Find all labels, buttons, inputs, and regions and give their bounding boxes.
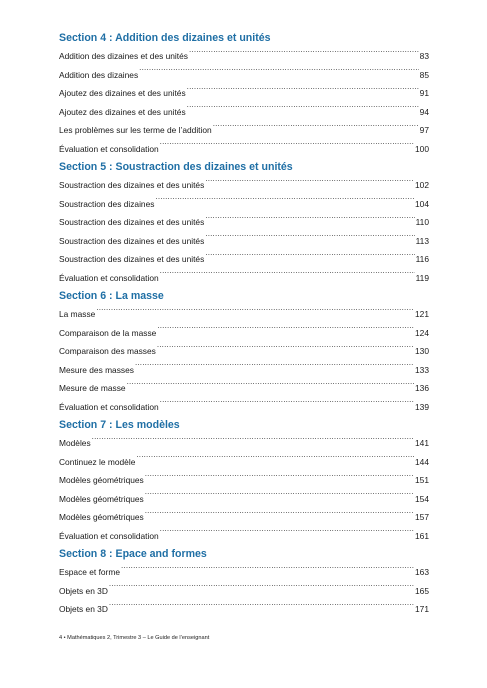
toc-entry-label: Modèles: [59, 438, 91, 448]
toc-entry-page-number: 165: [415, 585, 429, 596]
section-title: Section 8 : Epace and formes: [59, 548, 207, 560]
dot-leader: [160, 142, 414, 152]
toc-entry-page-number: 104: [415, 198, 429, 209]
dot-leader: [205, 234, 414, 244]
toc-entry[interactable]: [59, 103, 429, 122]
toc-entry-page-number: 121: [415, 309, 429, 319]
toc-entry[interactable]: [59, 232, 429, 251]
toc-entry[interactable]: [59, 324, 429, 343]
dot-leader: [121, 565, 414, 575]
toc-entry[interactable]: [59, 269, 429, 288]
toc-entry-page-number: 130: [415, 346, 429, 356]
toc-entry[interactable]: [59, 582, 429, 601]
section-title: Section 6 : La masse: [59, 290, 164, 302]
toc-entry-page-number: 91: [419, 88, 429, 98]
dot-leader: [157, 344, 414, 354]
dot-leader: [160, 529, 414, 539]
toc-entry[interactable]: [59, 490, 429, 509]
toc-entry[interactable]: [59, 66, 429, 85]
dot-leader: [205, 252, 414, 262]
toc-entry-page-number: 102: [415, 180, 429, 190]
toc-entry-label: Addition des dizaines: [59, 69, 139, 80]
toc-entry-label: Évaluation et consolidation: [59, 272, 159, 283]
section-title: Section 7 : Les modèles: [59, 419, 180, 431]
dot-leader: [136, 455, 414, 465]
toc-entry-label: La masse: [59, 309, 96, 319]
table-of-contents: [59, 29, 429, 619]
toc-section: [59, 287, 429, 416]
dot-leader: [213, 123, 419, 133]
toc-entry[interactable]: [59, 121, 429, 140]
toc-entry-page-number: 97: [419, 125, 429, 135]
toc-section: [59, 545, 429, 619]
toc-entry-page-number: 141: [415, 438, 429, 448]
dot-leader: [96, 307, 414, 317]
toc-entry[interactable]: [59, 305, 429, 324]
dot-leader: [160, 400, 414, 410]
toc-entry[interactable]: [59, 176, 429, 195]
toc-entry-page-number: 83: [419, 51, 429, 61]
toc-entry-label: Comparaison de la masse: [59, 327, 157, 338]
toc-entry-page-number: 119: [415, 272, 429, 283]
toc-entry-page-number: 157: [415, 512, 429, 522]
toc-entry-label: Les problèmes sur les terme de l’addition: [59, 125, 212, 135]
dot-leader: [189, 49, 419, 59]
toc-entry[interactable]: [59, 361, 429, 380]
toc-section: [59, 416, 429, 545]
toc-entry-page-number: 94: [419, 106, 429, 117]
toc-entry-page-number: 151: [415, 475, 429, 485]
toc-entry-label: Évaluation et consolidation: [59, 143, 159, 154]
toc-entry-label: Espace et forme: [59, 567, 120, 577]
section-title: Section 4 : Addition des dizaines et unités: [59, 32, 271, 44]
dot-leader: [205, 215, 414, 225]
dot-leader: [205, 178, 414, 188]
toc-entry-page-number: 136: [415, 383, 429, 393]
toc-entry-page-number: 163: [415, 567, 429, 577]
dot-leader: [127, 381, 414, 391]
toc-entry-page-number: 154: [415, 493, 429, 504]
toc-entry-label: Objets en 3D: [59, 585, 108, 596]
toc-entry[interactable]: [59, 508, 429, 527]
toc-entry[interactable]: [59, 47, 429, 66]
dot-leader: [109, 584, 414, 594]
toc-entry[interactable]: [59, 471, 429, 490]
toc-entry-page-number: 110: [415, 217, 429, 227]
toc-entry-page-number: 133: [415, 364, 429, 375]
toc-entry-label: Mesure de masse: [59, 383, 126, 393]
toc-entry-label: Soustraction des dizaines et des unités: [59, 235, 205, 246]
toc-entry[interactable]: [59, 453, 429, 472]
toc-section: [59, 29, 429, 158]
dot-leader: [139, 68, 419, 78]
toc-entry-label: Soustraction des dizaines: [59, 198, 155, 209]
toc-entry[interactable]: [59, 563, 429, 582]
dot-leader: [155, 197, 414, 207]
toc-entry[interactable]: [59, 600, 429, 619]
toc-entry-page-number: 139: [415, 401, 429, 412]
toc-entry-label: Modèles géométriques: [59, 475, 144, 485]
toc-entry-page-number: 116: [415, 254, 429, 264]
toc-entry-label: Soustraction des dizaines et des unités: [59, 180, 205, 190]
toc-entry-label: Mesure des masses: [59, 364, 134, 375]
toc-entry-label: Modèles géométriques: [59, 493, 144, 504]
toc-entry-label: Soustraction des dizaines et des unités: [59, 217, 205, 227]
page-footer: 4 • Mathématiques 2, Trimestre 3 – Le Guide de l’enseignant: [59, 635, 210, 641]
toc-entry-page-number: 85: [419, 69, 429, 80]
toc-entry[interactable]: [59, 195, 429, 214]
section-title: Section 5 : Soustraction des dizaines et unités: [59, 161, 293, 173]
toc-entry[interactable]: [59, 434, 429, 453]
dot-leader: [160, 271, 415, 281]
toc-entry[interactable]: [59, 213, 429, 232]
toc-entry-label: Soustraction des dizaines et des unités: [59, 254, 205, 264]
toc-entry-label: Ajoutez des dizaines et des unités: [59, 106, 186, 117]
toc-entry-label: Continuez le modèle: [59, 456, 136, 467]
toc-entry-page-number: 144: [415, 456, 429, 467]
toc-entry-label: Comparaison des masses: [59, 346, 156, 356]
toc-entry[interactable]: [59, 398, 429, 417]
toc-entry-label: Évaluation et consolidation: [59, 401, 159, 412]
toc-entry-label: Évaluation et consolidation: [59, 530, 159, 541]
toc-entry-page-number: 161: [415, 530, 429, 541]
toc-entry[interactable]: [59, 527, 429, 546]
dot-leader: [145, 492, 414, 502]
dot-leader: [109, 602, 414, 612]
toc-entry[interactable]: [59, 250, 429, 269]
dot-leader: [187, 105, 419, 115]
toc-entry[interactable]: [59, 84, 429, 103]
dot-leader: [157, 326, 414, 336]
toc-entry[interactable]: [59, 140, 429, 159]
toc-entry-page-number: 113: [415, 235, 429, 246]
dot-leader: [145, 473, 414, 483]
toc-entry-page-number: 124: [415, 327, 429, 338]
toc-entry[interactable]: [59, 342, 429, 361]
dot-leader: [187, 86, 419, 96]
toc-section: [59, 158, 429, 287]
toc-entry-label: Objets en 3D: [59, 604, 108, 614]
toc-entry-label: Modèles géométriques: [59, 512, 144, 522]
dot-leader: [145, 510, 414, 520]
toc-entry[interactable]: [59, 379, 429, 398]
toc-entry-label: Addition des dizaines et des unités: [59, 51, 188, 61]
toc-entry-page-number: 100: [415, 143, 429, 154]
dot-leader: [135, 363, 414, 373]
toc-entry-label: Ajoutez des dizaines et des unités: [59, 88, 186, 98]
toc-entry-page-number: 171: [415, 604, 429, 614]
dot-leader: [92, 436, 414, 446]
